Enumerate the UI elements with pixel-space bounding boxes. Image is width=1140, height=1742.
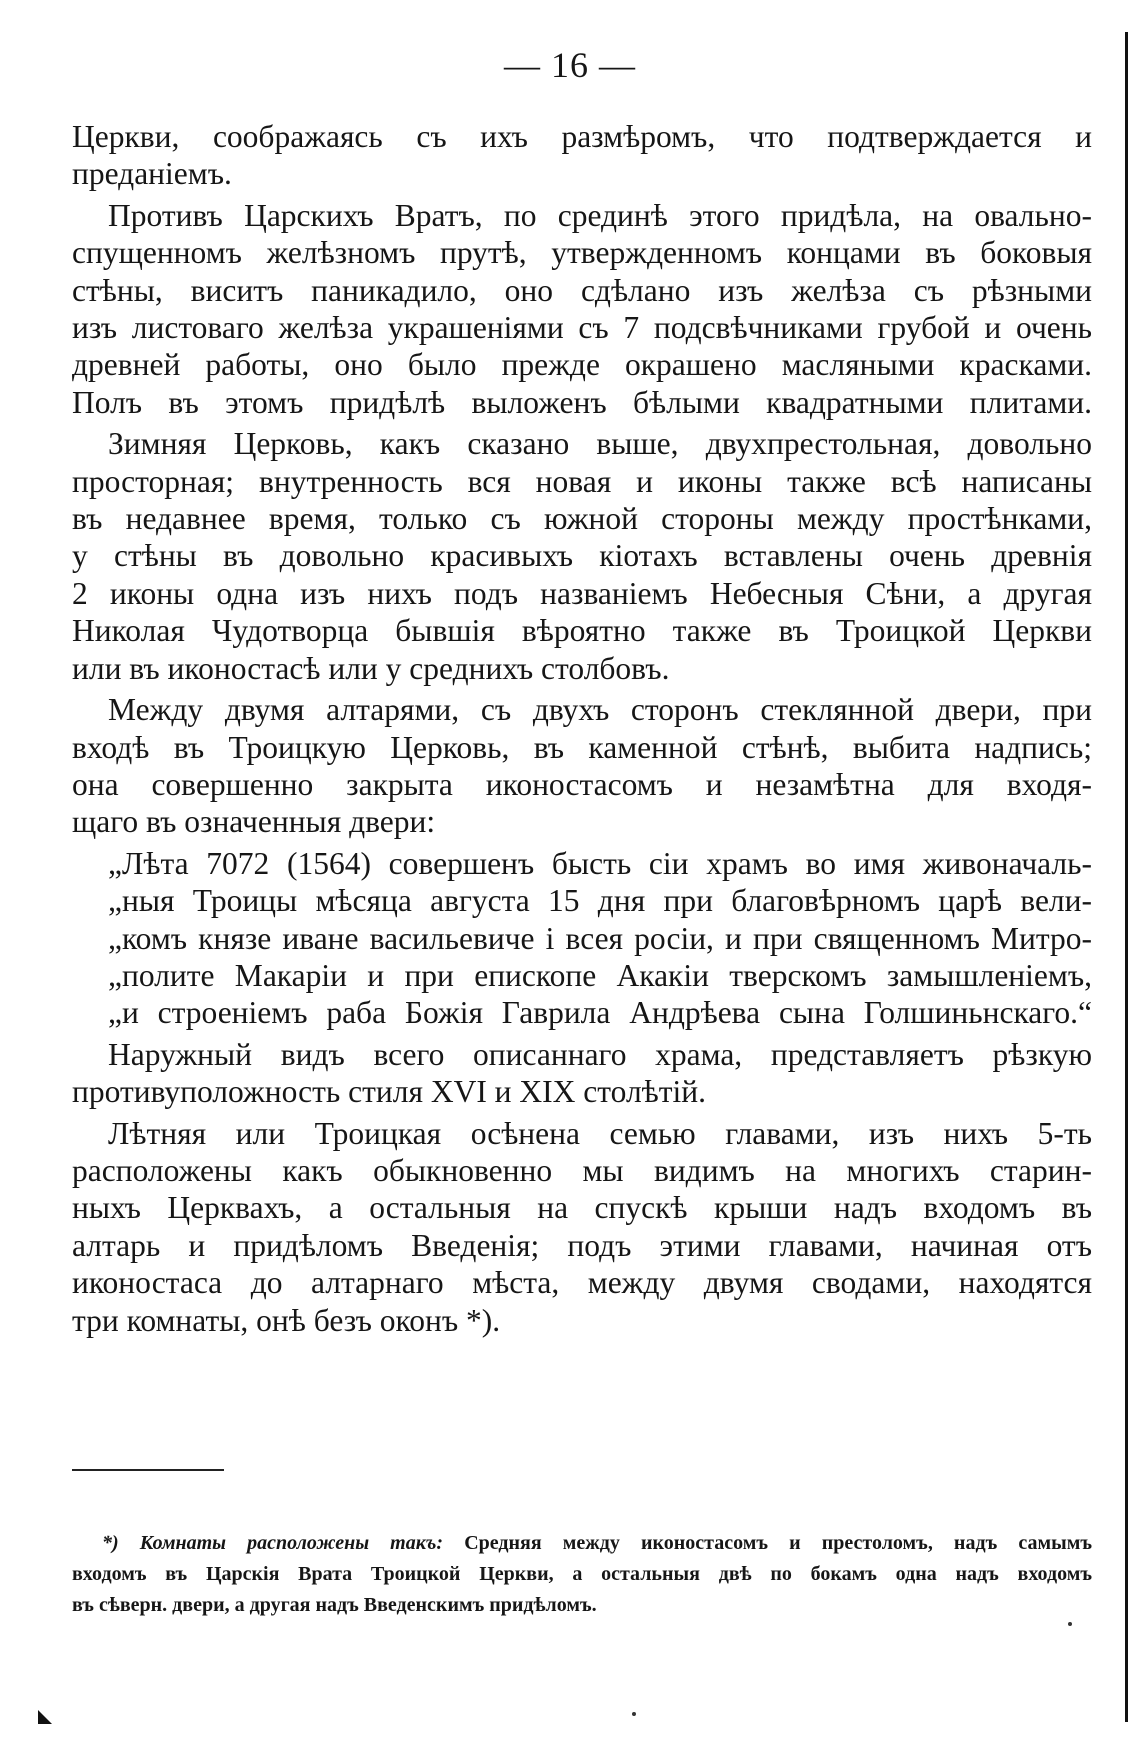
- inscription-quote: [72, 845, 1092, 1032]
- paragraph-line: изъ листоваго желѣза украшеніями съ 7 подсвѣчниками грубой и очень: [72, 310, 1092, 346]
- page-edge-rule: [1125, 32, 1128, 1722]
- inscription-line: „Лѣта 7072 (1564) совершенъ бысть сіи храмъ во имя живоначаль-: [108, 845, 1092, 881]
- paragraph-line: 2 иконы одна изъ нихъ подъ названіемъ Небесныя Сѣни, а другая: [72, 575, 1092, 611]
- paragraph-line: древней работы, оно было прежде окрашено масляными красками.: [72, 347, 1092, 383]
- paragraph-line: или въ иконостасѣ или у среднихъ столбовъ.: [72, 650, 670, 686]
- paragraph-line: Зимняя Церковь, какъ сказано выше, двухпрестольная, довольно: [108, 426, 1092, 462]
- speck-mark: [632, 1712, 636, 1716]
- paragraph-line: противуположность стиля XVI и XIX столѣтій.: [72, 1074, 707, 1110]
- page-number: — 16 —: [504, 45, 636, 85]
- paragraph-line: стѣны, виситъ паникадило, оно сдѣлано изъ желѣза съ рѣзными: [72, 272, 1092, 308]
- main-text: [72, 118, 1092, 1339]
- paragraph-line: Николая Чудотворца бывшія вѣроятно также въ Троицкой Церкви: [72, 613, 1092, 649]
- footnote-text: Средняя между иконостасомъ и престоломъ, надъ самымъ: [464, 1532, 1092, 1554]
- footnote: [72, 1528, 1092, 1621]
- paragraph-line: ныхъ Церквахъ, а остальныя на спускѣ крыши надъ входомъ въ: [72, 1190, 1092, 1226]
- paragraph-line: расположены какъ обыкновенно мы видимъ на многихъ старин-: [72, 1152, 1092, 1188]
- footnote-lead: Комнаты расположены такъ:: [139, 1532, 444, 1554]
- paragraph-line: иконостаса до алтарнаго мѣста, между двумя сводами, находятся: [72, 1265, 1092, 1301]
- paragraph-line: алтарь и придѣломъ Введенія; подъ этими главами, начиная отъ: [72, 1227, 1092, 1263]
- paragraph-line: она совершенно закрыта иконостасомъ и незамѣтна для входя-: [72, 766, 1092, 802]
- inscription-line: „ныя Троицы мѣсяца августа 15 дня при благовѣрномъ царѣ вели-: [108, 883, 1092, 919]
- paragraph-line: спущенномъ желѣзномъ прутѣ, утвержденномъ концами въ боковыя: [72, 235, 1092, 271]
- paragraph-line: Церкви, соображаясь съ ихъ размѣромъ, что подтверждается и: [72, 119, 1092, 154]
- paragraph-line: входѣ въ Троицкую Церковь, въ каменной стѣнѣ, выбита надпись;: [72, 729, 1092, 765]
- footnote-line: [72, 1528, 1092, 1559]
- paragraph-line: Полъ въ этомъ придѣлѣ выложенъ бѣлыми квадратными плитами.: [72, 384, 1092, 420]
- footnote-separator: [72, 1469, 224, 1471]
- paragraph-line: Лѣтняя или Троицкая осѣнена семью главами, изъ нихъ 5-ть: [108, 1115, 1092, 1151]
- paragraph-line: у стѣны въ довольно красивыхъ кіотахъ вставлены очень древнія: [72, 538, 1092, 574]
- paragraph-line: Между двумя алтарями, съ двухъ сторонъ стеклянной двери, при: [108, 692, 1092, 728]
- footnote-line: входомъ въ Царскія Врата Троицкой Церкви, а остальныя двѣ по бокамъ одна надъ входомъ: [72, 1563, 1092, 1585]
- inscription-line: „полите Макаріи и при епископе Акакіи тверскомъ замышленіемъ,: [108, 957, 1092, 993]
- speck-mark: [1068, 1622, 1072, 1626]
- footnote-marker: *): [102, 1532, 119, 1554]
- paragraph-line: три комнаты, онѣ безъ оконъ *).: [72, 1302, 501, 1338]
- paragraph-line: въ недавнее время, только съ южной стороны между простѣнками,: [72, 501, 1092, 537]
- footnote-line: въ сѣверн. двери, а другая надъ Введенскимъ придѣломъ.: [72, 1594, 597, 1616]
- inscription-line: „комъ князе иване васильевиче і всея росіи, и при священномъ Митро-: [108, 920, 1092, 956]
- inscription-line: „и строеніемъ раба Божія Гаврила Андрѣева сына Голшиньнскаго.“: [108, 995, 1092, 1031]
- paragraph-line: щаго въ означенныя двери:: [72, 804, 436, 840]
- paragraph-line: Противъ Царскихъ Вратъ, по срединѣ этого придѣла, на овально-: [108, 197, 1092, 233]
- paragraph-line: преданіемъ.: [72, 156, 232, 192]
- paragraph-line: Наружный видъ всего описаннаго храма, представляетъ рѣзкую: [108, 1036, 1092, 1072]
- corner-mark-icon: [38, 1710, 52, 1724]
- paragraph-line: просторная; внутренность вся новая и иконы также всѣ написаны: [72, 463, 1092, 499]
